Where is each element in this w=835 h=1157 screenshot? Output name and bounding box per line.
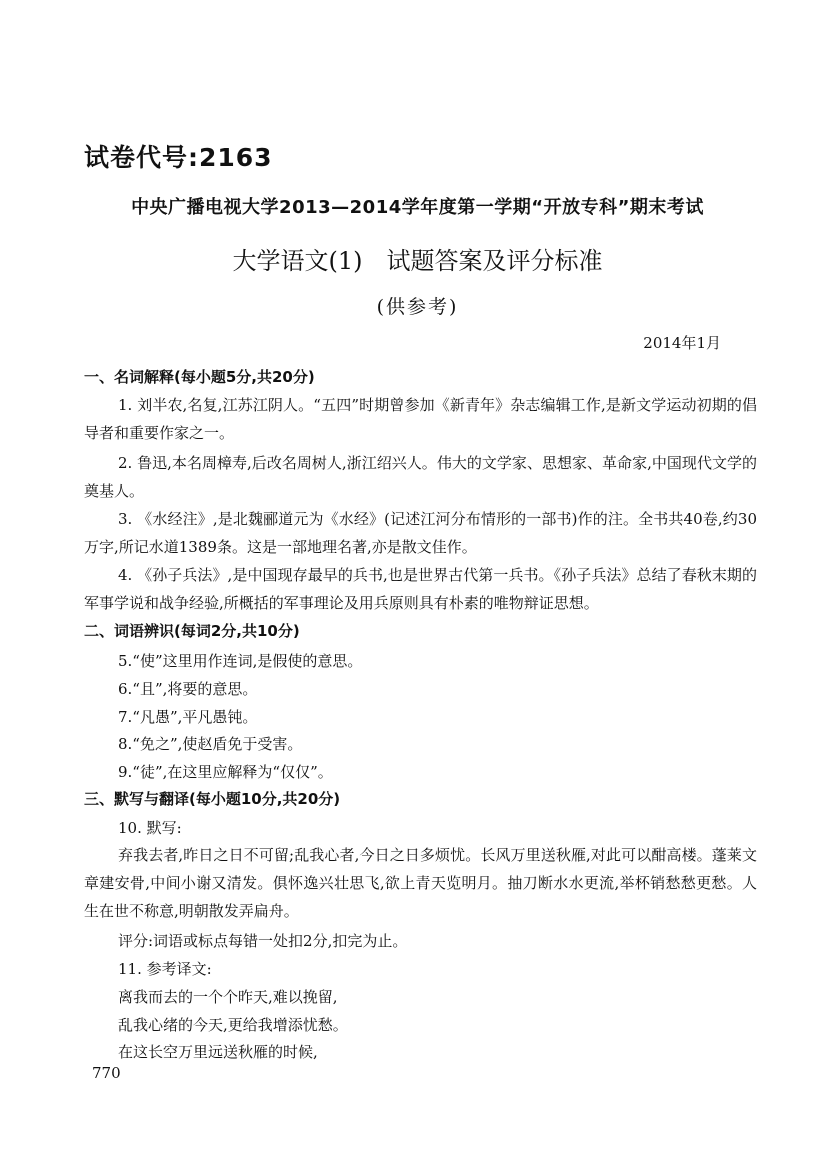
exam-title: 中央广播电视大学2013—2014学年度第一学期“开放专科”期末考试 [131, 197, 704, 218]
answer-key-title: 试题答案及评分标准 [386, 247, 603, 275]
paper-title [0, 241, 835, 276]
answer-item-1: 1. 刘半农,名复,江苏江阴人。“五四”时期曾参加《新青年》杂志编辑工作,是新文学运动初期的倡导者和重要作家之一。 [84, 396, 757, 442]
answer-item-3: 3. 《水经注》,是北魏郦道元为《水经》(记述江河分布情形的一部书)作的注。全书共40卷,约30万字,所记水道1389条。这是一部地理名著,亦是散文佳作。 [84, 510, 757, 556]
q11-label: 11. 参考译文: [118, 960, 212, 978]
answer-item-2: 2. 鲁迅,本名周樟寿,后改名周树人,浙江绍兴人。伟大的文学家、思想家、革命家,中国现代文学的奠基人。 [84, 454, 757, 500]
paper-code: 试卷代号:2163 [84, 143, 273, 172]
answer-item-5: 5.“使”这里用作连词,是假使的意思。 [118, 652, 363, 670]
course-title: 大学语文(1) [232, 247, 363, 275]
q10-answer-text: 弃我去者,昨日之日不可留;乱我心者,今日之日多烦忧。长风万里送秋雁,对此可以酣高楼。蓬莱文章建安骨,中间小谢又清发。俱怀逸兴壮思飞,欲上青天览明月。抽刀断水水更流,举杯销愁愁更愁。人生在世不称意,明朝散发弄扁舟。 [84, 846, 757, 920]
q10-scoring-rule: 评分:词语或标点每错一处扣2分,扣完为止。 [118, 932, 408, 950]
translation-line-1: 离我而去的一个个昨天,难以挽留, [118, 988, 338, 1006]
q10-label: 10. 默写: [118, 819, 182, 837]
section-heading-1: 一、名词解释(每小题5分,共20分) [84, 368, 315, 386]
translation-line-2: 乱我心绪的今天,更给我增添忧愁。 [118, 1016, 348, 1034]
reference-note: (供参考) [376, 296, 459, 318]
answer-item-4: 4. 《孙子兵法》,是中国现存最早的兵书,也是世界古代第一兵书。《孙子兵法》总结了春秋末期的军事学说和战争经验,所概括的军事理论及用兵原则具有朴素的唯物辩证思想。 [84, 566, 757, 612]
answer-item-9: 9.“徒”,在这里应解释为“仅仅”。 [118, 763, 333, 781]
answer-item-7: 7.“凡愚”,平凡愚钝。 [118, 708, 258, 726]
section-heading-2: 二、词语辨识(每词2分,共10分) [84, 622, 300, 640]
page-number: 770 [92, 1064, 121, 1082]
answer-item-6: 6.“且”,将要的意思。 [118, 680, 258, 698]
answer-item-8: 8.“免之”,使赵盾免于受害。 [118, 735, 303, 753]
translation-line-3: 在这长空万里远送秋雁的时候, [118, 1043, 318, 1061]
exam-date: 2014年1月 [643, 334, 721, 352]
section-heading-3: 三、默写与翻译(每小题10分,共20分) [84, 790, 341, 808]
